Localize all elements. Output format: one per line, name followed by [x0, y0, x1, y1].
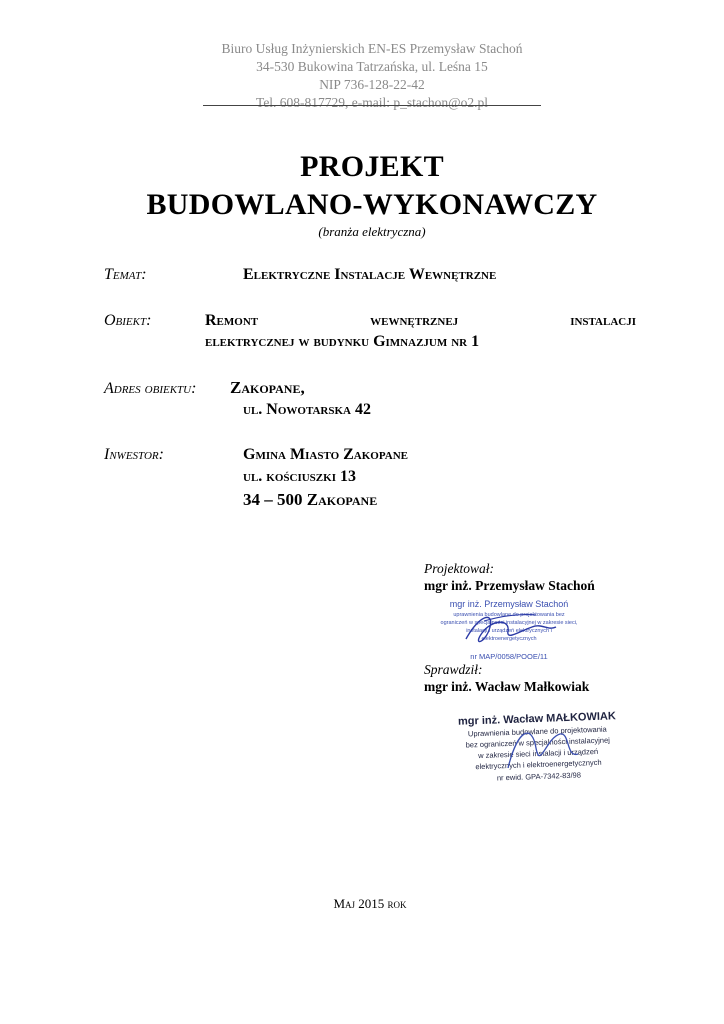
document-date: Maj 2015 rok — [333, 896, 407, 911]
letterhead — [0, 40, 724, 112]
checker-label: Sprawdził: — [424, 662, 483, 677]
designer-stamp-text: mgr inż. Przemysław Stachoń — [449, 599, 569, 609]
document-title-line1: PROJEKT — [300, 150, 444, 183]
checker-stamp-text: Uprawnienia budowlane do projektowania — [467, 724, 607, 739]
designer-stamp-text: elektroenergetycznych — [481, 636, 537, 642]
temat-label: Temat: — [104, 266, 147, 283]
adres-street: ul. Nowotarska 42 — [243, 401, 371, 418]
designer-label: Projektował: — [424, 561, 494, 576]
obiekt-word: wewnętrznej — [370, 312, 459, 329]
letterhead-contact: Tel. 608-817729, e-mail: p_stachon@o2.pl — [256, 95, 488, 110]
temat-value: Elektryczne Instalacje Wewnętrzne — [243, 266, 497, 283]
letterhead-nip: NIP 736-128-22-42 — [319, 77, 425, 92]
inwestor-line2: ul. kościuszki 13 — [243, 468, 356, 485]
adres-label: Adres obiektu: — [104, 380, 197, 397]
letterhead-address: 34-530 Bukowina Tatrzańska, ul. Leśna 15 — [256, 59, 488, 74]
designer-stamp — [424, 597, 594, 663]
letterhead-company: Biuro Usług Inżynierskich EN-ES Przemysław Stachoń — [221, 41, 523, 56]
obiekt-value-line1 — [205, 312, 636, 330]
checker-stamp-text: elektrycznych i elektroenergetycznych — [475, 757, 602, 772]
letterhead-divider — [203, 105, 541, 106]
designer-stamp-text: ograniczeń w specjalności instalacyjnej w zakresie sieci, — [440, 620, 578, 626]
inwestor-label: Inwestor: — [104, 446, 164, 463]
checker-stamp-text: bez ograniczeń w specjalności instalacyjnej — [465, 735, 610, 750]
checker-stamp — [448, 708, 628, 792]
checker-name: mgr inż. Wacław Małkowiak — [424, 679, 590, 694]
obiekt-value-line2: elektrycznej w budynku Gimnazjum nr 1 — [205, 333, 480, 350]
designer-name: mgr inż. Przemysław Stachoń — [424, 578, 595, 593]
obiekt-word: instalacji — [570, 312, 636, 329]
designer-stamp-text: instalacji i urządzeń elektrycznych i — [466, 628, 552, 634]
document-subtitle: (branża elektryczna) — [318, 224, 426, 239]
adres-city: Zakopane, — [230, 378, 305, 397]
obiekt-label: Obiekt: — [104, 312, 152, 329]
inwestor-line1: Gmina Miasto Zakopane — [243, 446, 408, 463]
obiekt-word: Remont — [205, 312, 259, 329]
designer-stamp-text: nr MAP/0058/POOE/11 — [470, 652, 548, 661]
checker-stamp-text: nr ewid. GPA-7342-83/98 — [496, 770, 582, 783]
designer-stamp-text: uprawnienia budowlane do projektowania bez — [453, 612, 565, 618]
document-title-line2: BUDOWLANO-WYKONAWCZY — [146, 188, 598, 221]
checker-stamp-text: w zakresie sieci instalacji i urządzeń — [477, 746, 599, 761]
checker-stamp-text: mgr inż. Wacław MAŁKOWIAK — [457, 710, 617, 728]
inwestor-line3: 34 – 500 Zakopane — [243, 490, 378, 509]
